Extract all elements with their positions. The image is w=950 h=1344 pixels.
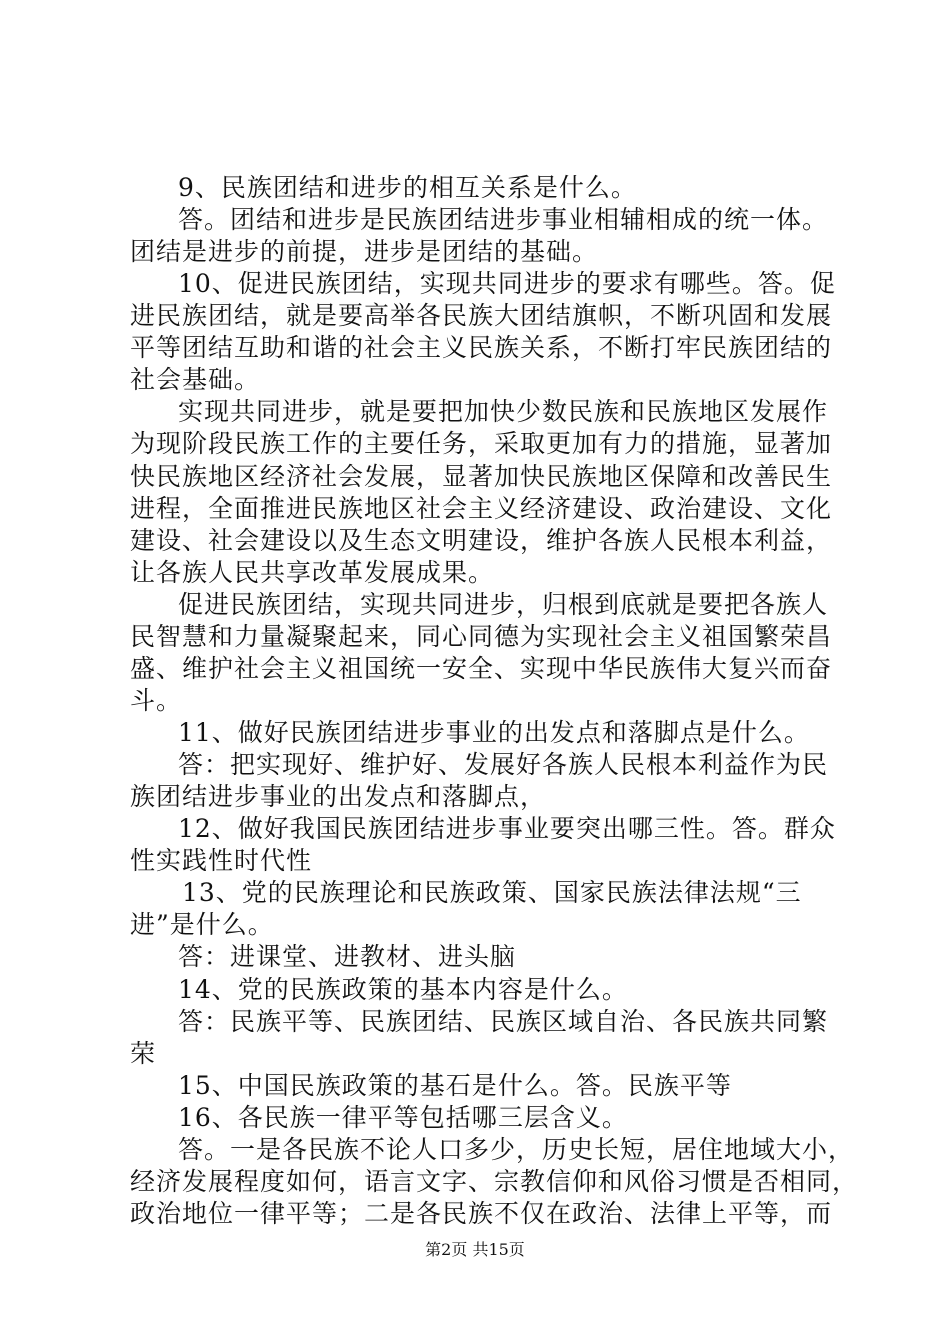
- text-line: 进”是什么。: [130, 910, 274, 939]
- text-line: 进民族团结，就是要高举各民族大团结旗帜，不断巩固和发展: [130, 301, 833, 330]
- text-line: 盛、维护社会主义祖国统一安全、实现中华民族伟大复兴而奋: [130, 654, 833, 683]
- page-number-footer: 第2页 共15页: [425, 1240, 525, 1259]
- text-line: 13、党的民族理论和民族政策、国家民族法律法规“三: [182, 878, 802, 907]
- text-line: 斗。: [130, 686, 183, 715]
- text-line: 建设、社会建设以及生态文明建设，维护各族人民根本利益，: [130, 526, 833, 555]
- text-line: 促进民族团结，实现共同进步，归根到底就是要把各族人: [178, 590, 829, 619]
- text-line: 进程，全面推进民族地区社会主义经济建设、政治建设、文化: [130, 494, 833, 523]
- text-line: 答：民族平等、民族团结、民族区域自治、各民族共同繁: [178, 1007, 829, 1036]
- text-line: 为现阶段民族工作的主要任务，采取更加有力的措施，显著加: [130, 429, 833, 458]
- text-line: 12、做好我国民族团结进步事业要突出哪三性。答。群众: [178, 814, 836, 843]
- text-line: 15、中国民族政策的基石是什么。答。民族平等: [178, 1071, 732, 1100]
- text-line: 平等团结互助和谐的社会主义民族关系，不断打牢民族团结的: [130, 333, 833, 362]
- text-line: 10、促进民族团结，实现共同进步的要求有哪些。答。促: [178, 269, 836, 298]
- text-line: 答。一是各民族不论人口多少，历史长短，居住地域大小，: [178, 1135, 855, 1164]
- text-line: 经济发展程度如何，语言文字、宗教信仰和风俗习惯是否相同，: [130, 1167, 859, 1196]
- text-line: 让各族人民共享改革发展成果。: [130, 558, 495, 587]
- text-line: 民智慧和力量凝聚起来，同心同德为实现社会主义祖国繁荣昌: [130, 622, 833, 651]
- text-line: 实现共同进步，就是要把加快少数民族和民族地区发展作: [178, 397, 829, 426]
- text-line: 性实践性时代性: [130, 846, 313, 875]
- text-line: 族团结进步事业的出发点和落脚点，: [130, 782, 547, 811]
- text-line: 社会基础。: [130, 365, 261, 394]
- text-line: 答：进课堂、进教材、进头脑: [178, 942, 517, 971]
- text-line: 团结是进步的前提，进步是团结的基础。: [130, 237, 599, 266]
- text-line: 快民族地区经济社会发展，显著加快民族地区保障和改善民生: [130, 462, 833, 491]
- text-line: 14、党的民族政策的基本内容是什么。: [178, 975, 628, 1004]
- text-line: 9、民族团结和进步的相互关系是什么。: [178, 173, 637, 202]
- text-line: 答。团结和进步是民族团结进步事业相辅相成的统一体。: [178, 205, 829, 234]
- text-line: 16、各民族一律平等包括哪三层含义。: [178, 1103, 628, 1132]
- text-line: 政治地位一律平等；二是各民族不仅在政治、法律上平等，而: [130, 1199, 833, 1228]
- text-line: 答：把实现好、维护好、发展好各族人民根本利益作为民: [178, 750, 829, 779]
- text-line: 荣: [130, 1039, 157, 1068]
- text-line: 11、做好民族团结进步事业的出发点和落脚点是什么。: [178, 718, 810, 747]
